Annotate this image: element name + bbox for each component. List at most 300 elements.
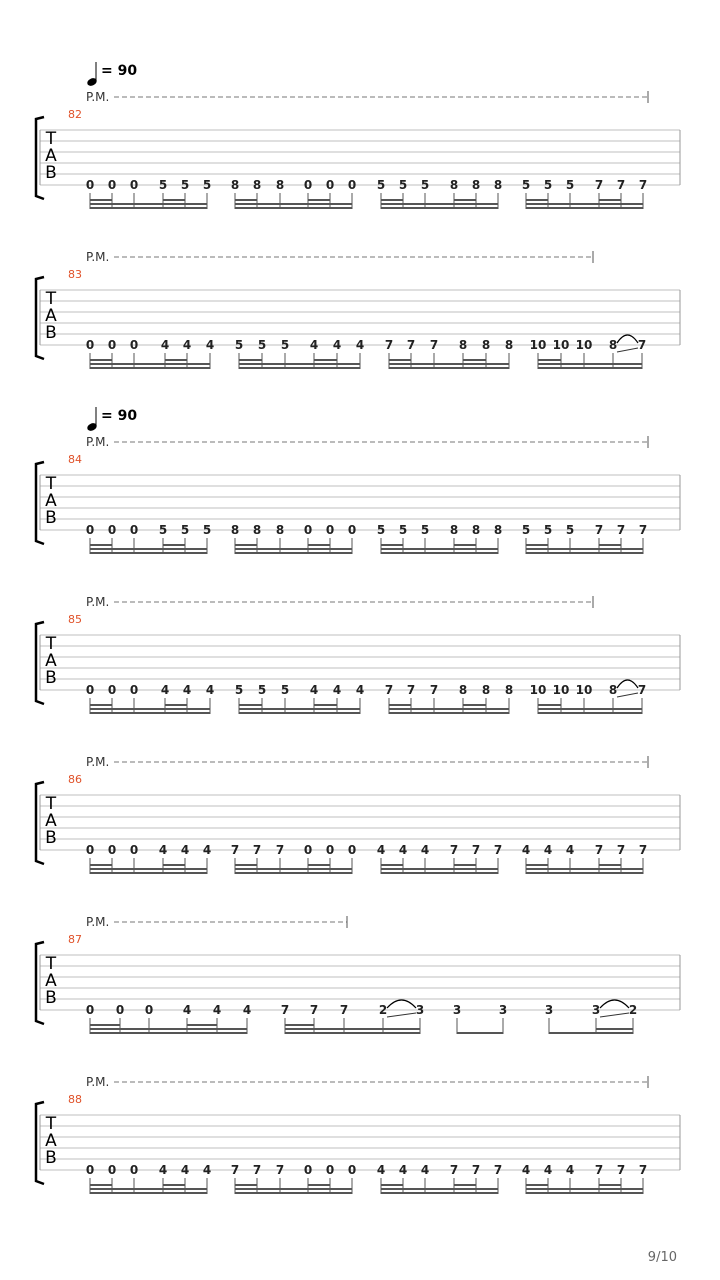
beam-primary [538,712,642,714]
beam-tertiary [308,864,330,866]
fret-number: 7 [616,843,626,857]
beam-primary [285,1032,420,1034]
fret-number: 8 [230,178,240,192]
fret-number: 3 [591,1003,601,1017]
beam-tertiary [526,864,548,866]
beam-secondary [90,1188,207,1190]
fret-number: 7 [594,843,604,857]
fret-number: 0 [129,178,139,192]
tempo-marking: = 90 [101,63,138,79]
beam-secondary [381,548,498,550]
beam-primary [239,367,360,369]
beam-secondary [239,363,360,365]
slide-line [617,348,638,352]
fret-number: 0 [129,338,139,352]
fret-number: 8 [481,338,491,352]
beam-tertiary [526,1184,548,1186]
fret-number: 0 [85,523,95,537]
beam-secondary [90,1028,247,1030]
fret-number: 7 [429,338,439,352]
beam-tertiary [235,864,257,866]
fret-number: 7 [616,523,626,537]
beam-tertiary [308,544,330,546]
measure-number: 88 [68,1093,82,1106]
fret-number: 8 [471,523,481,537]
tab-clef-letter: T [45,129,57,149]
beam-primary [235,552,352,554]
fret-number: 4 [543,1163,553,1177]
measure-number: 85 [68,613,82,626]
fret-number: 0 [325,843,335,857]
fret-number: 10 [552,338,570,352]
tab-clef-letter: B [45,323,57,343]
fret-number: 3 [415,1003,425,1017]
fret-number: 0 [107,683,117,697]
fret-number: 0 [107,843,117,857]
tab-clef-letter: T [45,1114,57,1134]
fret-number: 0 [303,843,313,857]
beam-tertiary [463,359,486,361]
fret-number: 8 [608,338,618,352]
beam-tertiary [163,544,185,546]
fret-number: 0 [325,523,335,537]
tab-clef-letter: T [45,794,57,814]
tab-system [36,250,680,369]
fret-number: 0 [144,1003,154,1017]
fret-number: 7 [406,683,416,697]
fret-number: 0 [129,683,139,697]
beam-tertiary [463,704,486,706]
beam-secondary [90,203,207,205]
beam-tertiary [454,544,476,546]
palm-mute-label: P.M. [86,1075,110,1089]
fret-number: 5 [420,523,430,537]
beam-secondary [90,548,207,550]
beam-tertiary [381,544,403,546]
fret-number: 8 [458,338,468,352]
fret-number: 7 [638,1163,648,1177]
beam-primary [389,367,509,369]
beam-tertiary [314,704,337,706]
beam-tertiary [308,199,330,201]
tab-clef-letter: T [45,289,57,309]
beam-tertiary [165,704,187,706]
fret-number: 4 [543,843,553,857]
beam-tertiary [90,544,112,546]
slur-arc [617,680,638,688]
fret-number: 10 [529,338,547,352]
fret-number: 5 [202,523,212,537]
fret-number: 0 [129,1163,139,1177]
tab-clef-letter: B [45,668,57,688]
fret-number: 4 [376,843,386,857]
measure-number: 84 [68,453,82,466]
tab-clef-letter: A [45,491,57,511]
fret-number: 0 [303,523,313,537]
fret-number: 8 [608,683,618,697]
tab-clef-letter: A [45,1131,57,1151]
fret-number: 0 [129,843,139,857]
beam-secondary [239,708,360,710]
fret-number: 7 [637,338,647,352]
measure-number: 87 [68,933,82,946]
fret-number: 4 [212,1003,222,1017]
beam-secondary [526,868,643,870]
fret-number: 7 [280,1003,290,1017]
fret-number: 0 [115,1003,125,1017]
fret-number: 7 [638,178,648,192]
tab-clef-letter: B [45,988,57,1008]
fret-number: 4 [202,843,212,857]
fret-number: 4 [309,338,319,352]
fret-number: 7 [384,338,394,352]
fret-number: 4 [160,338,170,352]
beam-secondary [235,203,352,205]
fret-number: 7 [594,523,604,537]
fret-number: 7 [429,683,439,697]
fret-number: 0 [325,1163,335,1177]
beam-primary [90,1192,207,1194]
tab-clef-letter: B [45,508,57,528]
measure-number: 82 [68,108,82,121]
tab-system [36,62,680,209]
fret-number: 8 [230,523,240,537]
beam-tertiary [235,544,257,546]
tab-clef-letter: T [45,634,57,654]
fret-number: 7 [339,1003,349,1017]
fret-number: 4 [332,338,342,352]
fret-number: 5 [398,523,408,537]
beam-tertiary [90,864,112,866]
beam-secondary [235,868,352,870]
beam-secondary [381,868,498,870]
beam-tertiary [381,1184,403,1186]
fret-number: 3 [498,1003,508,1017]
fret-number: 4 [521,843,531,857]
fret-number: 4 [376,1163,386,1177]
fret-number: 5 [398,178,408,192]
beam-tertiary [538,704,561,706]
fret-number: 4 [355,683,365,697]
tab-clef-letter: T [45,474,57,494]
beam-secondary [526,203,643,205]
tab-system [36,755,680,874]
fret-number: 0 [107,1163,117,1177]
slur-arc [617,335,638,343]
fret-number: 5 [376,523,386,537]
fret-number: 0 [85,1163,95,1177]
beam-secondary [389,363,509,365]
beam-primary [538,367,642,369]
fret-number: 7 [594,1163,604,1177]
measure-number: 83 [68,268,82,281]
slur-arc [600,1000,629,1008]
beam-primary [90,872,207,874]
beam-tertiary [599,544,621,546]
fret-number: 5 [180,523,190,537]
fret-number: 8 [275,178,285,192]
beam-secondary [90,708,210,710]
fret-number: 0 [85,178,95,192]
fret-number: 7 [638,843,648,857]
fret-number: 2 [628,1003,638,1017]
beam-tertiary [381,199,403,201]
fret-number: 4 [332,683,342,697]
fret-number: 10 [575,338,593,352]
beam-secondary [90,868,207,870]
fret-number: 7 [493,1163,503,1177]
fret-number: 4 [565,1163,575,1177]
fret-number: 5 [257,338,267,352]
fret-number: 7 [638,523,648,537]
fret-number: 4 [398,843,408,857]
beam-secondary [235,548,352,550]
beam-secondary [538,708,642,710]
palm-mute-label: P.M. [86,435,110,449]
beam-primary [90,552,207,554]
fret-number: 4 [182,683,192,697]
fret-number: 5 [234,683,244,697]
fret-number: 8 [449,523,459,537]
fret-number: 5 [257,683,267,697]
fret-number: 3 [544,1003,554,1017]
fret-number: 7 [309,1003,319,1017]
beam-primary [549,1032,633,1034]
fret-number: 7 [594,178,604,192]
tab-clef-letter: B [45,163,57,183]
slide-line [617,693,638,697]
beam-tertiary [239,704,262,706]
fret-number: 5 [280,683,290,697]
fret-number: 7 [252,1163,262,1177]
fret-number: 4 [242,1003,252,1017]
beam-secondary [538,363,642,365]
fret-number: 5 [158,178,168,192]
tab-clef-letter: A [45,306,57,326]
fret-number: 5 [180,178,190,192]
fret-number: 5 [280,338,290,352]
fret-number: 0 [85,683,95,697]
fret-number: 5 [376,178,386,192]
fret-number: 10 [575,683,593,697]
fret-number: 7 [637,683,647,697]
fret-number: 7 [616,178,626,192]
tab-clef-letter: B [45,828,57,848]
beam-tertiary [314,359,337,361]
fret-number: 4 [565,843,575,857]
fret-number: 5 [521,178,531,192]
beam-secondary [389,708,509,710]
beam-tertiary [538,359,561,361]
fret-number: 10 [552,683,570,697]
fret-number: 5 [202,178,212,192]
tab-clef-letter: B [45,1148,57,1168]
beam-tertiary [526,544,548,546]
beam-primary [526,552,643,554]
beam-secondary [381,1188,498,1190]
fret-number: 8 [458,683,468,697]
tab-system [36,915,680,1034]
beam-primary [526,1192,643,1194]
fret-number: 7 [471,1163,481,1177]
fret-number: 4 [180,843,190,857]
fret-number: 0 [325,178,335,192]
fret-number: 7 [252,843,262,857]
beam-primary [235,207,352,209]
beam-primary [381,207,498,209]
fret-number: 5 [234,338,244,352]
tab-system [36,595,680,714]
slide-line [387,1013,416,1017]
fret-number: 4 [202,1163,212,1177]
slur-arc [387,1000,416,1008]
fret-number: 7 [406,338,416,352]
fret-number: 0 [347,523,357,537]
beam-primary [90,712,210,714]
fret-number: 4 [521,1163,531,1177]
tempo-marking: = 90 [101,408,138,424]
fret-number: 4 [160,683,170,697]
fret-number: 8 [471,178,481,192]
beam-tertiary [187,1024,217,1026]
palm-mute-label: P.M. [86,915,110,929]
beam-primary [381,1192,498,1194]
fret-number: 4 [180,1163,190,1177]
beam-tertiary [163,864,185,866]
beam-tertiary [454,1184,476,1186]
tab-clef-letter: A [45,811,57,831]
fret-number: 5 [420,178,430,192]
palm-mute-label: P.M. [86,250,110,264]
beam-primary [526,872,643,874]
beam-tertiary [599,1184,621,1186]
fret-number: 7 [471,843,481,857]
beam-tertiary [599,864,621,866]
beam-tertiary [454,199,476,201]
fret-number: 4 [182,1003,192,1017]
fret-number: 8 [252,523,262,537]
fret-number: 8 [481,683,491,697]
tab-system [36,407,680,554]
fret-number: 0 [85,843,95,857]
fret-number: 0 [107,338,117,352]
fret-number: 7 [493,843,503,857]
beam-tertiary [90,1184,112,1186]
fret-number: 4 [398,1163,408,1177]
fret-number: 7 [230,843,240,857]
fret-number: 4 [420,1163,430,1177]
fret-number: 7 [449,843,459,857]
fret-number: 0 [129,523,139,537]
fret-number: 3 [452,1003,462,1017]
beam-tertiary [90,359,112,361]
beam-tertiary [90,1024,120,1026]
fret-number: 0 [85,338,95,352]
beam-primary [90,1032,247,1034]
beam-secondary [526,1188,643,1190]
fret-number: 8 [493,523,503,537]
beam-tertiary [165,359,187,361]
fret-number: 8 [504,683,514,697]
tab-clef-letter: T [45,954,57,974]
fret-number: 4 [158,843,168,857]
beam-tertiary [235,199,257,201]
fret-number: 0 [85,1003,95,1017]
beam-secondary [90,363,210,365]
beam-secondary [235,1188,352,1190]
beam-tertiary [235,1184,257,1186]
fret-number: 7 [275,1163,285,1177]
fret-number: 7 [230,1163,240,1177]
fret-number: 8 [493,178,503,192]
fret-number: 7 [275,843,285,857]
beam-secondary [381,203,498,205]
palm-mute-label: P.M. [86,595,110,609]
beam-tertiary [389,704,411,706]
fret-number: 0 [303,178,313,192]
fret-number: 0 [303,1163,313,1177]
measure-number: 86 [68,773,82,786]
beam-primary [90,367,210,369]
beam-tertiary [389,359,411,361]
page-number: 9/10 [647,1250,677,1265]
beam-tertiary [163,199,185,201]
fret-number: 0 [107,178,117,192]
fret-number: 0 [347,178,357,192]
beam-tertiary [163,1184,185,1186]
beam-primary [235,1192,352,1194]
beam-tertiary [381,864,403,866]
palm-mute-label: P.M. [86,755,110,769]
fret-number: 2 [378,1003,388,1017]
beam-primary [90,207,207,209]
tab-clef-letter: A [45,971,57,991]
beam-secondary [526,548,643,550]
beam-tertiary [239,359,262,361]
beam-primary [526,207,643,209]
beam-tertiary [90,704,112,706]
beam-primary [235,872,352,874]
beam-primary [381,552,498,554]
fret-number: 7 [616,1163,626,1177]
fret-number: 8 [252,178,262,192]
fret-number: 8 [504,338,514,352]
fret-number: 8 [449,178,459,192]
fret-number: 5 [565,523,575,537]
fret-number: 5 [565,178,575,192]
beam-primary [381,872,498,874]
beam-primary [239,712,360,714]
fret-number: 4 [205,683,215,697]
tab-clef-letter: A [45,146,57,166]
fret-number: 5 [543,523,553,537]
fret-number: 5 [521,523,531,537]
tab-clef-letter: A [45,651,57,671]
fret-number: 7 [384,683,394,697]
tab-system [36,1075,680,1194]
fret-number: 8 [275,523,285,537]
fret-number: 4 [355,338,365,352]
fret-number: 5 [543,178,553,192]
beam-tertiary [90,199,112,201]
fret-number: 5 [158,523,168,537]
beam-primary [457,1032,503,1034]
beam-tertiary [526,199,548,201]
slide-line [600,1013,629,1017]
palm-mute-label: P.M. [86,90,110,104]
fret-number: 0 [107,523,117,537]
fret-number: 7 [449,1163,459,1177]
